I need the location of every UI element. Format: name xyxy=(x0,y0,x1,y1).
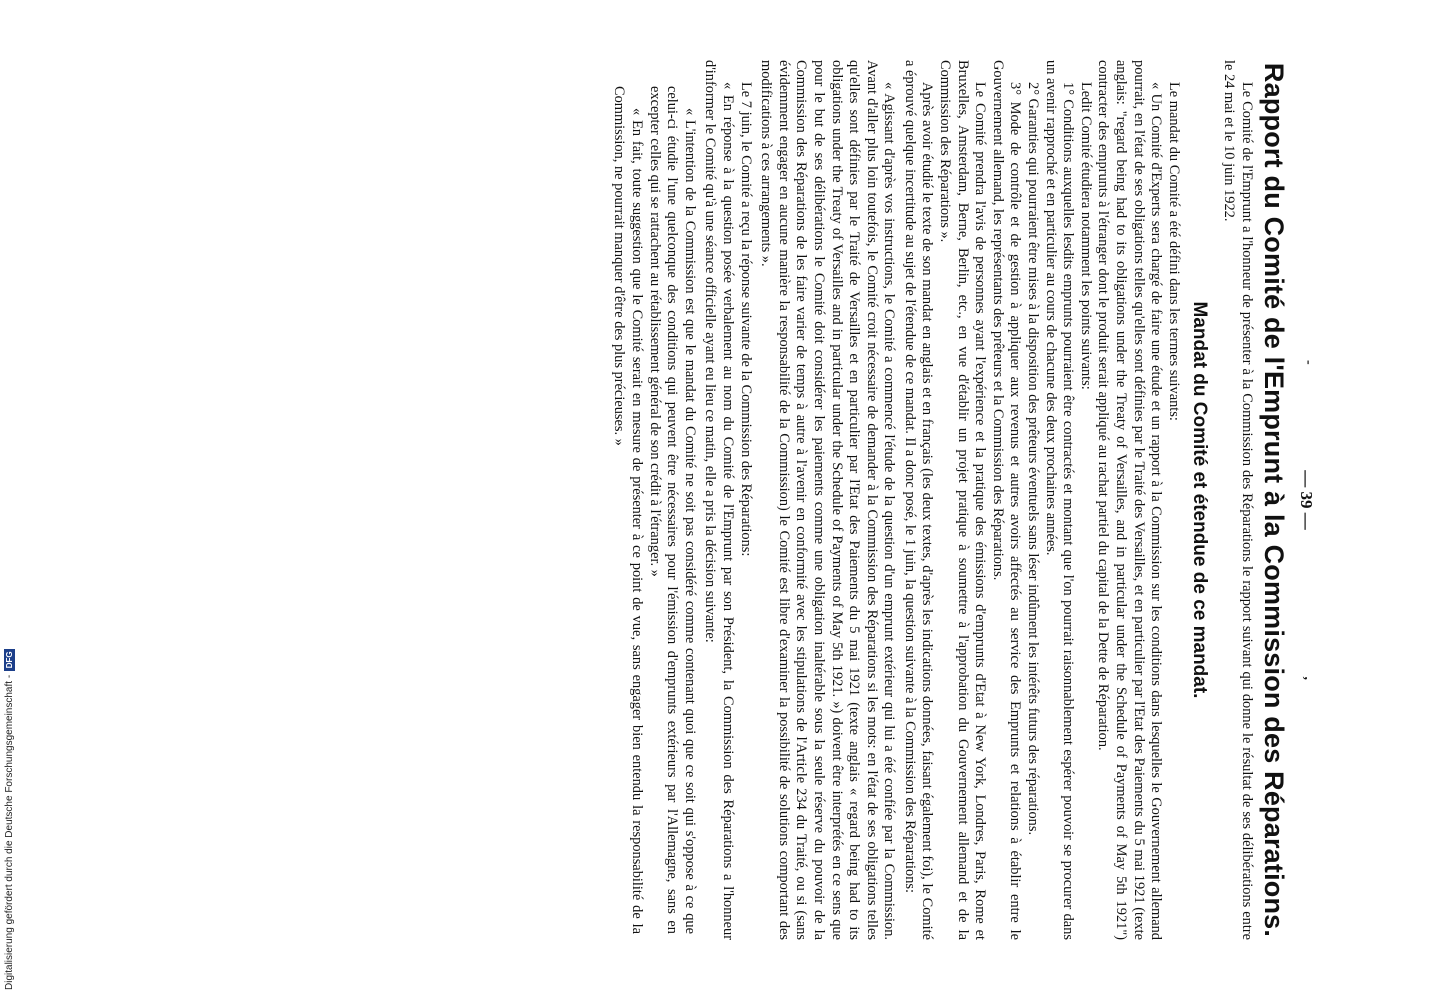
digitization-credit xyxy=(4,649,15,990)
body-paragraph: 1° Conditions auxquelles lesdits emprunts pourraient être contractés et montant que l'on pourrait raisonnablement espérer pouvoir se procurer dans un avenir rapproché et en particulier au cours de chacune des deux prochaines années. xyxy=(1042,60,1077,940)
body-paragraph: 3° Mode de contrôle et de gestion à appliquer aux revenus et autres avoirs affectés au service des Emprunts et relations à établir entre le Gouvernement allemand, les représentants des prêteurs et la Commission des Réparations. xyxy=(989,60,1024,940)
dfg-logo: DFG xyxy=(4,649,15,671)
section-title: Mandat du Comité et étendue de ce mandat. xyxy=(1188,301,1210,699)
body-paragraph: « Agissant d'après vos instructions, le Comité a commencé l'étude de la question d'un emprunt extérieur qui lui a été confiée par la Commission. Avant d'aller plus loin toutefois, le Comité croit nécessaire de demander à la Commission des Réparations si les mots: en l'état de ses obligations telles qu'elles sont définies par le Traité de Versailles et en particulier par l'Etat des Paiements du 5 mai 1921 (texte anglais « regard being had to its obligations under the Treaty of Versailles and in particular under the Schedule of Payments of May 5th 1921. ») doivent être interprétés en ce sens que pour le but de ses délibérations le Comité doit considérer les paiements comme une obligation inaltérable sous la seule réserve du pouvoir de la Commission des Réparations de les faire varier de temps à autre à l'avenir en conformité avec les stipulations de l'Article 234 du Traité, ou si (sans évidemment engager en aucune manière la responsabilité de la Commission) le Comité est libre d'examiner la possibilité de solutions comportant des modifications à ces arrangements ». xyxy=(758,60,898,940)
page-dash-left: — xyxy=(1297,470,1316,488)
intro-paragraph: Le Comité de l'Emprunt a l'honneur de présenter à la Commission des Réparations le rapport suivant qui donne le résultat de ses délibérations entre le 24 mai et le 10 juin 1922. xyxy=(1221,60,1255,940)
body-paragraph: Le Comité prendra l'avis de personnes ayant l'expérience et la pratique des émissions d'emprunts d'Etat à New York, Londres, Paris, Rome et Bruxelles, Amsterdam, Berne, Berlin, etc., en vue d'établir un projet pratique à soumettre à l'approbation du Gouvernement allemand et de la Commission des Réparations ». xyxy=(937,60,989,940)
body-paragraph: 2° Garanties qui pourraient être mises à la disposition des prêteurs éventuels sans léser indûment les intérêts futurs des réparations. xyxy=(1025,82,1042,836)
page-number: 39 xyxy=(1297,491,1316,509)
body-paragraph: Après avoir étudié le texte de son mandat en anglais et en français (les deux textes, d'après les indications données, faisant également foi), le Comité a éprouvé quelque incertitude au sujet de l'étendue de ce mandat. Il a donc posé, le 1 juin, la question suivante à la Commission des Réparations: xyxy=(901,60,936,940)
credit-text: Digitalisierung gefördert durch die Deutsche Forschungsgemeinschaft - xyxy=(4,674,15,990)
page-mark-left: - xyxy=(1301,360,1316,365)
body-paragraph: Le 7 juin, le Comité a reçu la réponse suivante de la Commission des Réparations: xyxy=(737,82,754,557)
quoted-decision: « En fait, toute suggestion que le Comité serait en mesure de présenter à ce point de vue, sans engager bien entendu la responsabilité de la Commission, ne pourrait manquer d'être des plus précieuses. » xyxy=(611,86,645,934)
body-paragraph: Le mandat du Comité a été défini dans les termes suivants: xyxy=(1165,82,1182,421)
page-number-line xyxy=(1294,60,1316,940)
body-paragraph: « En réponse à la question posée verbalement au nom du Comité de l'Emprunt par son Président, la Commission des Réparations a l'honneur d'informer le Comité qu'à une séance officielle ayant eu lieu ce matin, elle a pris la décision suivante: xyxy=(702,60,736,940)
page-mark-right: , xyxy=(1301,676,1316,680)
body-paragraph: « Un Comité d'Experts sera chargé de faire une étude et un rapport à la Commission sur les conditions dans lesquelles le Gouvernement allemand pourrait, en l'état de ses obligations telles qu'elles sont définies par le Traité des Versailles, et en particulier par l'Etat des Paiements du 5 mai 1921 (texte anglais: "regard being had to its obligations under the Treaty of Versailles, and in particular under the Schedule of Payments of May 5th 1921") contracter des emprunts à l'étranger dont le produit serait appliqué au rachat partiel du capital de la Dette de Réparation. xyxy=(1095,60,1165,940)
page-dash-right: — xyxy=(1297,512,1316,530)
report-title: Rapport du Comité de l'Emprunt à la Commission des Réparations. xyxy=(1259,62,1289,938)
quoted-decision: « L'intention de la Commission est que le mandat du Comité ne soit pas considéré comme contenant quoi que ce soit qui s'oppose à ce que celui-ci étudie l'une quelconque des conditions qui peuvent être nécessaires pour l'émission d'emprunts extérieurs par l'Allemagne, sans en excepter celles qui se rattachent au rétablissement général de son crédit à l'étranger. » xyxy=(646,86,698,934)
report-body xyxy=(610,60,1182,940)
body-paragraph: Ledit Comité étudiera notamment les points suivants: xyxy=(1077,82,1094,390)
scanned-page xyxy=(80,20,1330,980)
